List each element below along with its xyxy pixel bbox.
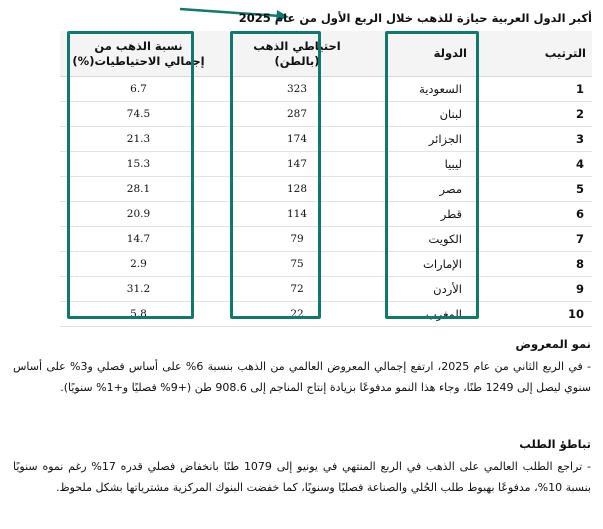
cell-rank: 5 [517, 177, 592, 202]
cell-country: المغرب [377, 302, 517, 327]
cell-share: 2.9 [60, 252, 217, 277]
supply-section [13, 337, 591, 398]
cell-reserves: 147 [217, 152, 377, 177]
header-reserves-line2: (بالطن) [274, 53, 320, 68]
cell-country: لبنان [377, 102, 517, 127]
cell-reserves: 75 [217, 252, 377, 277]
cell-reserves: 72 [217, 277, 377, 302]
table-row [60, 102, 592, 127]
gold-reserves-table [60, 31, 592, 327]
cell-rank: 6 [517, 202, 592, 227]
cell-rank: 1 [517, 77, 592, 102]
table-row [60, 227, 592, 252]
cell-rank: 8 [517, 252, 592, 277]
cell-share: 21.3 [60, 127, 217, 152]
table-row [60, 277, 592, 302]
cell-share: 14.7 [60, 227, 217, 252]
cell-rank: 9 [517, 277, 592, 302]
demand-section [13, 437, 591, 498]
cell-country: الجزائر [377, 127, 517, 152]
demand-heading: تباطؤ الطلب [519, 437, 591, 451]
table-row [60, 252, 592, 277]
cell-reserves: 287 [217, 102, 377, 127]
header-share-line2: إجمالي الاحتياطيات(%) [72, 53, 205, 68]
cell-share: 28.1 [60, 177, 217, 202]
cell-country: السعودية [377, 77, 517, 102]
cell-share: 5.8 [60, 302, 217, 327]
cell-country: مصر [377, 177, 517, 202]
cell-share: 15.3 [60, 152, 217, 177]
header-reserves [217, 31, 377, 77]
cell-share: 6.7 [60, 77, 217, 102]
header-share-line1: نسبة الذهب من [94, 38, 183, 53]
cell-reserves: 79 [217, 227, 377, 252]
cell-rank: 4 [517, 152, 592, 177]
supply-heading: نمو المعروض [515, 337, 591, 351]
table-row [60, 127, 592, 152]
table-row [60, 202, 592, 227]
table-row [60, 77, 592, 102]
table-row [60, 177, 592, 202]
demand-text: - تراجع الطلب العالمي على الذهب في الربع المنتهي في يونيو إلى 1079 طنًا بانخفاض فصلي قدره 17% رغم نموه سنويًا بنسبة 10%، مدفوعًا بهبوط طلب الحُلي والصناعة فصليًا وسنويًا، كما خفضت البنوك المركزية مشترياتها بشكل ملحوظ. [13, 460, 591, 494]
header-reserves-line1: احتياطي الذهب [253, 38, 341, 53]
cell-share: 31.2 [60, 277, 217, 302]
cell-country: الكويت [377, 227, 517, 252]
cell-reserves: 114 [217, 202, 377, 227]
cell-share: 20.9 [60, 202, 217, 227]
table-title: أكبر الدول العربية حيازة للذهب خلال الربع الأول من عام 2025 [238, 11, 592, 25]
cell-country: الإمارات [377, 252, 517, 277]
table-header-row [60, 31, 592, 77]
cell-rank: 2 [517, 102, 592, 127]
header-rank: الترتيب [517, 31, 592, 77]
cell-reserves: 174 [217, 127, 377, 152]
cell-reserves: 128 [217, 177, 377, 202]
cell-rank: 3 [517, 127, 592, 152]
table-row [60, 152, 592, 177]
header-share [60, 31, 217, 77]
cell-reserves: 22 [217, 302, 377, 327]
cell-rank: 7 [517, 227, 592, 252]
cell-reserves: 323 [217, 77, 377, 102]
cell-country: الأردن [377, 277, 517, 302]
cell-country: ليبيا [377, 152, 517, 177]
cell-rank: 10 [517, 302, 592, 327]
supply-text: - في الربع الثاني من عام 2025، ارتفع إجمالي المعروض العالمي من الذهب بنسبة 6% على أساس فصلي و3% على أساس سنوي ليصل إلى 1249 طنًا، وجاء هذا النمو مدفوعًا بزيادة إنتاج المناجم إلى 908.6 طن (+9% فصليًا و+1% سنويًا). [13, 360, 591, 394]
table-row [60, 302, 592, 327]
header-country: الدولة [377, 31, 517, 77]
cell-country: قطر [377, 202, 517, 227]
cell-share: 74.5 [60, 102, 217, 127]
